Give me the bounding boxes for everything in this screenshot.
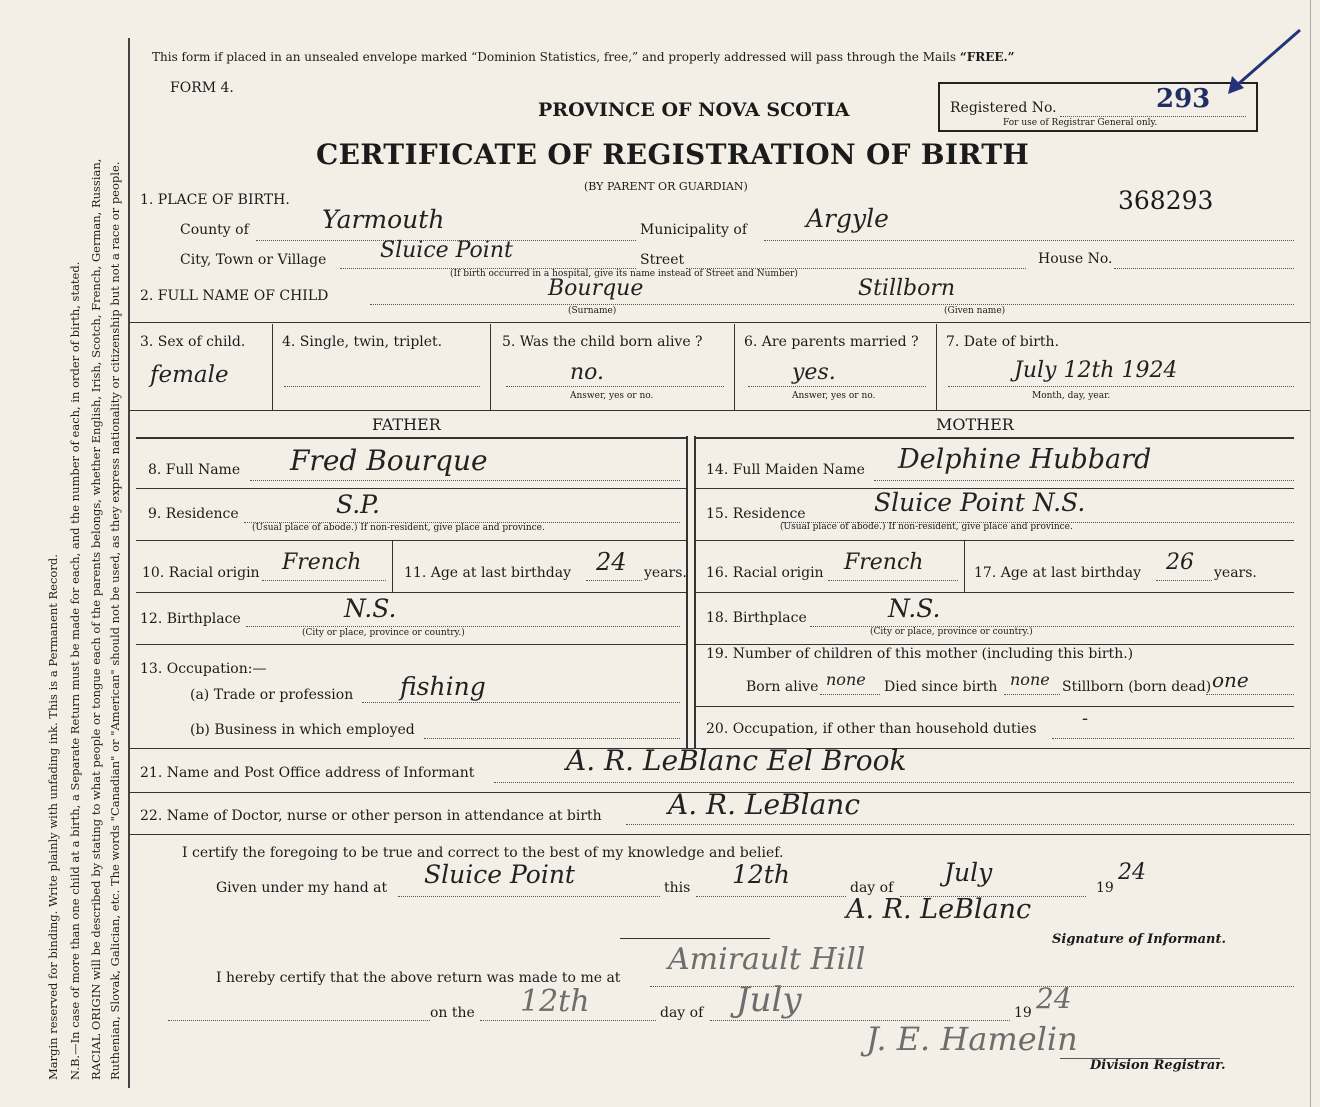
house-number-label: House No.	[1038, 251, 1113, 267]
mail-notice	[152, 50, 1015, 64]
mother-birthplace-note: (City or place, province or country.)	[870, 627, 1033, 637]
parents-married-label: 6. Are parents married ?	[744, 334, 919, 350]
father-birthplace-label: 12. Birthplace	[140, 611, 241, 627]
given-under-hand-label: Given under my hand at	[216, 880, 388, 896]
given-place-value: Sluice Point	[424, 860, 575, 889]
child-surname-value: Bourque	[548, 276, 644, 301]
given-month-value: July	[944, 858, 993, 887]
father-residence-label: 9. Residence	[148, 506, 239, 522]
father-birthplace-value: N.S.	[344, 594, 397, 623]
father-trade-value: fishing	[400, 672, 486, 701]
registrar-year-prefix: 19	[1014, 1005, 1032, 1021]
municipality-value: Argyle	[806, 204, 889, 233]
born-alive-count-value: none	[826, 670, 866, 689]
born-alive-value: no.	[570, 360, 605, 385]
place-of-birth-label: 1. PLACE OF BIRTH.	[140, 192, 290, 208]
father-age-value: 24	[596, 548, 627, 576]
died-since-birth-value: none	[1010, 670, 1050, 689]
surname-note: (Surname)	[568, 306, 617, 316]
mother-name-label: 14. Full Maiden Name	[706, 462, 865, 478]
born-alive-note: Answer, yes or no.	[570, 391, 654, 401]
date-of-birth-label: 7. Date of birth.	[946, 334, 1060, 350]
city-value: Sluice Point	[380, 238, 513, 263]
father-name-value: Fred Bourque	[290, 444, 488, 477]
margin-note-multiple-births: N.B.—In case of more than one child at a birth, a Separate Return must be made for each, and the number of each, in order of birth, stated.	[68, 261, 82, 1080]
plurality-label: 4. Single, twin, triplet.	[282, 334, 443, 350]
given-day-of-label: day of	[850, 880, 894, 896]
informant-value: A. R. LeBlanc Eel Brook	[566, 744, 907, 777]
mail-notice-text: This form if placed in an unsealed envelope marked “Dominion Statistics, free,” and properly addressed will pass through the Mails	[152, 50, 960, 64]
given-year-prefix: 19	[1096, 880, 1114, 896]
form-number: FORM 4.	[170, 80, 234, 96]
registrar-note: For use of Registrar General only.	[1003, 118, 1158, 128]
date-of-birth-value: July 12th 1924	[1014, 358, 1178, 383]
child-given-name-value: Stillborn	[858, 276, 956, 301]
division-registrar-label: Division Registrar.	[1090, 1058, 1226, 1073]
certificate-number: 368293	[1118, 186, 1214, 215]
mother-heading: MOTHER	[936, 415, 1014, 434]
registered-value: 293	[1156, 84, 1211, 114]
document-title: CERTIFICATE OF REGISTRATION OF BIRTH	[316, 138, 1030, 171]
doctor-value: A. R. LeBlanc	[668, 788, 861, 821]
county-value: Yarmouth	[322, 205, 445, 234]
mother-birthplace-label: 18. Birthplace	[706, 610, 807, 626]
document-subtitle: (BY PARENT OR GUARDIAN)	[584, 180, 748, 193]
mother-age-years: years.	[1214, 565, 1257, 581]
county-label: County of	[180, 222, 249, 238]
margin-note-binding: Margin reserved for binding. Write plainly with unfading ink. This is a Permanent Record.	[46, 554, 60, 1080]
registrar-year-value: 24	[1036, 982, 1072, 1015]
given-year-value: 24	[1118, 860, 1146, 885]
date-of-birth-note: Month, day, year.	[1032, 391, 1111, 401]
city-label: City, Town or Village	[180, 252, 327, 268]
informant-label: 21. Name and Post Office address of Informant	[140, 765, 475, 781]
margin-note-racial-origin: RACIAL ORIGIN will be described by stating to what people or tongue each of the parents belongs, whether English, Irish, Scotch, French, German, Russian,	[89, 158, 103, 1080]
given-name-note: (Given name)	[944, 306, 1006, 316]
father-racial-origin-label: 10. Racial origin	[142, 565, 260, 581]
on-the-label: on the	[430, 1005, 475, 1021]
father-age-label: 11. Age at last birthday	[404, 565, 572, 581]
father-name-label: 8. Full Name	[148, 462, 241, 478]
mother-occupation-value: -	[1082, 708, 1089, 729]
municipality-label: Municipality of	[640, 222, 748, 238]
blue-check-mark	[1222, 28, 1302, 98]
signature-of-informant-label: Signature of Informant.	[1052, 932, 1226, 947]
this-label: this	[664, 880, 691, 896]
stillborn-value: one	[1212, 668, 1249, 692]
parents-married-note: Answer, yes or no.	[792, 391, 876, 401]
mother-residence-value: Sluice Point N.S.	[874, 488, 1086, 517]
mail-notice-free: “FREE.”	[959, 50, 1015, 64]
sex-label: 3. Sex of child.	[140, 334, 246, 350]
died-since-birth-label: Died since birth	[884, 679, 998, 695]
registrar-day-value: 12th	[520, 984, 590, 1019]
child-name-label: 2. FULL NAME OF CHILD	[140, 288, 329, 304]
certify-statement: I certify the foregoing to be true and correct to the best of my knowledge and belief.	[182, 845, 784, 861]
given-day-value: 12th	[732, 860, 790, 889]
mother-children-label: 19. Number of children of this mother (including this birth.)	[706, 646, 1134, 662]
registrar-signature: J. E. Hamelin	[866, 1020, 1078, 1058]
registered-label: Registered No.	[950, 100, 1057, 116]
margin-note-racial-origin-2: Ruthenian, Slovak, Galician, etc. The words "Canadian" or "American" should not be used, as they express nationality or citizenship but not a race or people.	[108, 161, 122, 1080]
province-heading: PROVINCE OF NOVA SCOTIA	[538, 99, 850, 121]
born-alive-count-label: Born alive	[746, 679, 819, 695]
father-birthplace-note: (City or place, province or country.)	[302, 628, 465, 638]
informant-signature: A. R. LeBlanc	[846, 894, 1032, 925]
born-alive-label: 5. Was the child born alive ?	[502, 334, 703, 350]
father-occupation-label: 13. Occupation:—	[140, 661, 267, 677]
registrar-day-of-label: day of	[660, 1005, 704, 1021]
registrar-month-value: July	[736, 980, 802, 1020]
father-business-label: (b) Business in which employed	[190, 722, 415, 738]
street-label: Street	[640, 252, 685, 268]
registrar-statement: I hereby certify that the above return was made to me at	[216, 970, 621, 986]
father-heading: FATHER	[372, 415, 441, 434]
mother-residence-note: (Usual place of abode.) If non-resident, give place and province.	[780, 522, 1073, 532]
sex-value: female	[150, 362, 229, 388]
mother-occupation-label: 20. Occupation, if other than household duties	[706, 721, 1037, 737]
mother-racial-origin-value: French	[844, 550, 924, 575]
mother-birthplace-value: N.S.	[888, 594, 941, 623]
father-age-years: years.	[644, 565, 687, 581]
mother-residence-label: 15. Residence	[706, 506, 806, 522]
registrar-place-value: Amirault Hill	[668, 942, 866, 977]
mother-name-value: Delphine Hubbard	[898, 444, 1152, 475]
mother-racial-origin-label: 16. Racial origin	[706, 565, 824, 581]
father-residence-note: (Usual place of abode.) If non-resident, give place and province.	[252, 523, 545, 533]
stillborn-label: Stillborn (born dead)	[1062, 679, 1212, 695]
mother-age-value: 26	[1166, 550, 1194, 575]
father-trade-label: (a) Trade or profession	[190, 687, 354, 703]
parents-married-value: yes.	[792, 360, 836, 385]
father-residence-value: S.P.	[336, 490, 380, 519]
hospital-note: (If birth occurred in a hospital, give its name instead of Street and Number)	[450, 269, 798, 279]
mother-age-label: 17. Age at last birthday	[974, 565, 1142, 581]
father-racial-origin-value: French	[282, 550, 362, 575]
doctor-label: 22. Name of Doctor, nurse or other person in attendance at birth	[140, 808, 602, 824]
